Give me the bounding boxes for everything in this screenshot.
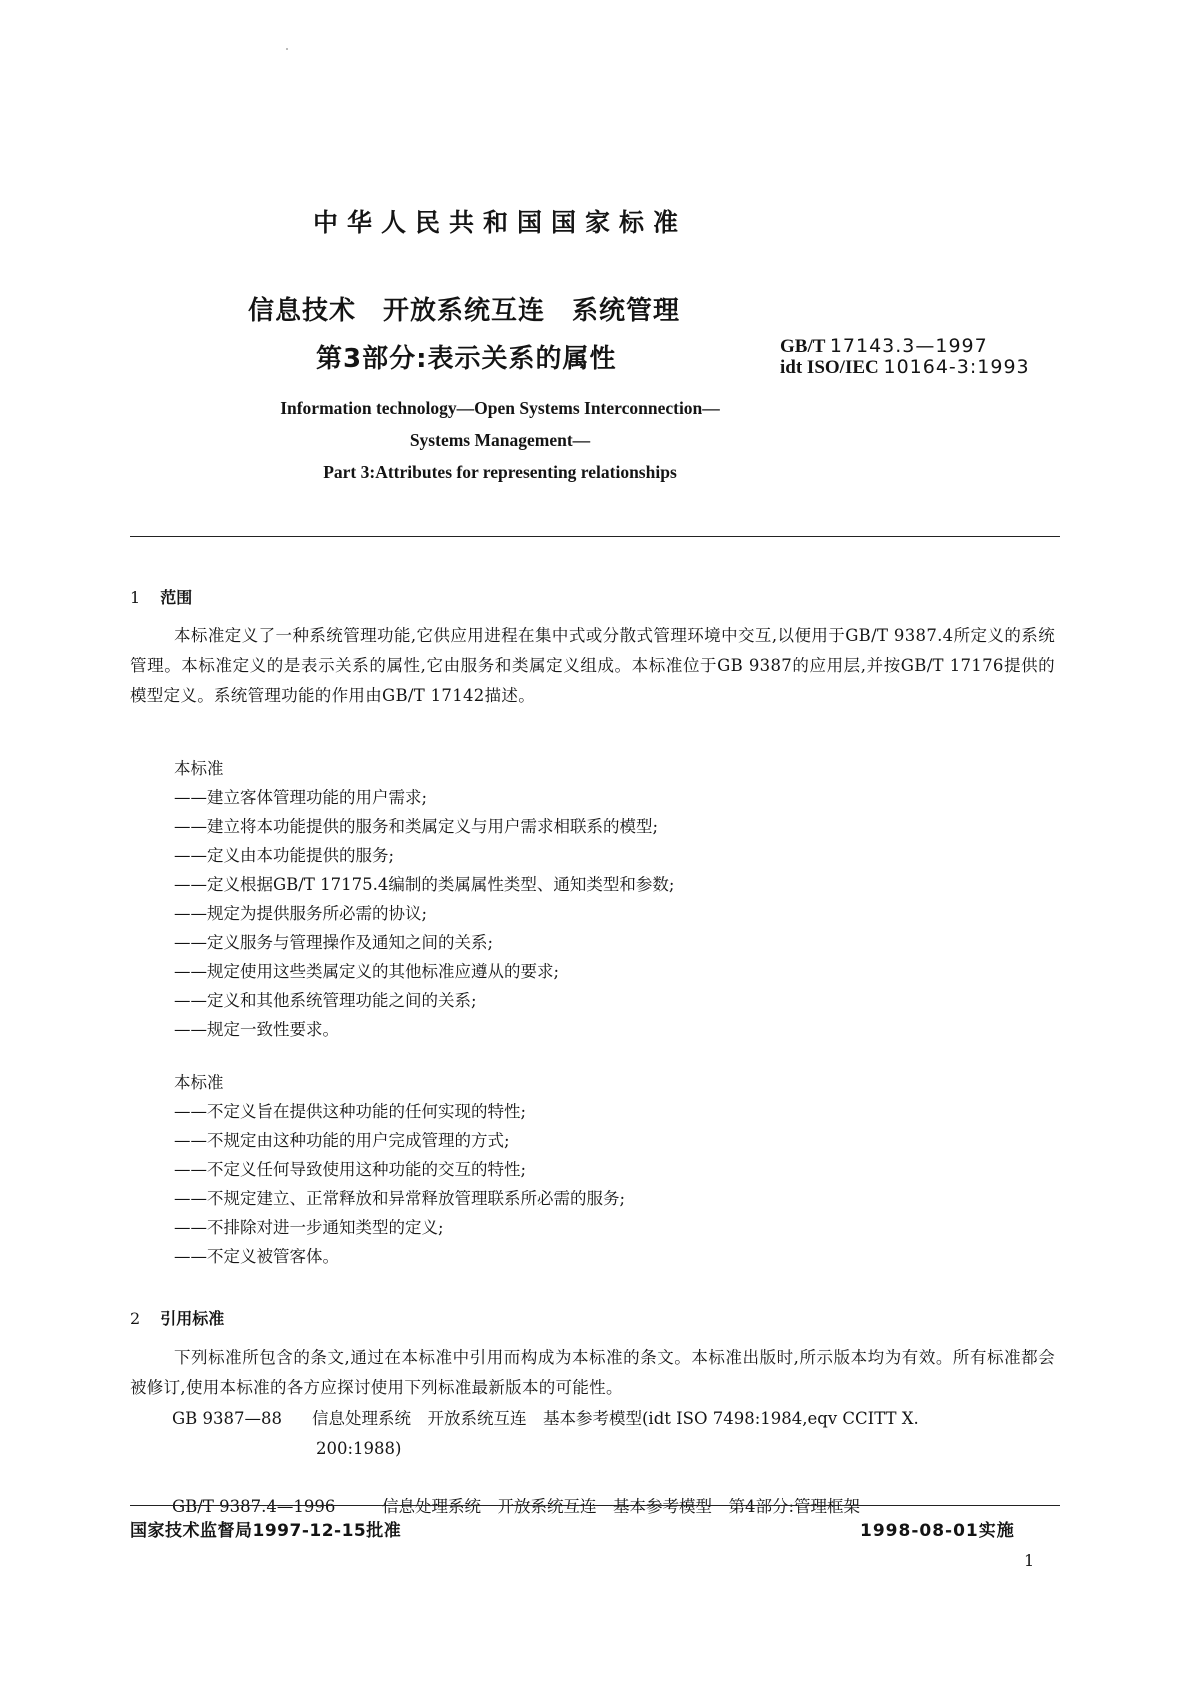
list-item: ——规定为提供服务所必需的协议; — [174, 904, 428, 923]
standard-number-block — [780, 336, 1030, 378]
list-intro: 本标准 — [174, 1073, 224, 1092]
footer-divider — [130, 1505, 1060, 1506]
reference-continuation: 200:1988) — [316, 1439, 402, 1458]
idt-line — [780, 357, 1030, 378]
list-item: ——不定义任何导致使用这种功能的交互的特性; — [174, 1160, 527, 1179]
section-heading — [130, 1306, 224, 1329]
section-title: 引用标准 — [160, 1309, 225, 1328]
list-item: ——不定义被管客体。 — [174, 1247, 339, 1266]
list-intro: 本标准 — [174, 759, 224, 778]
english-title-line2: Systems Management— — [409, 430, 591, 450]
reference-code: GB 9387—88 — [172, 1409, 283, 1428]
scan-speck — [286, 48, 288, 50]
reference-title: 信息处理系统 开放系统互连 基本参考模型(idt ISO 7498:1984,eqv CCITT X. — [312, 1409, 919, 1428]
page-number: 1 — [1024, 1551, 1035, 1570]
list-item: ——建立将本功能提供的服务和类属定义与用户需求相联系的模型; — [174, 817, 659, 836]
idt-number: 10164-3:1993 — [883, 356, 1030, 378]
chinese-title-line1: 信息技术 开放系统互连 系统管理 — [248, 296, 681, 326]
standard-number: 17143.3—1997 — [829, 335, 988, 357]
list-item: ——规定一致性要求。 — [174, 1020, 339, 1039]
scope-list-excludes — [174, 1068, 625, 1271]
english-title-line1: Information technology—Open Systems Interconnection— — [280, 398, 720, 418]
national-standard-label: 中华人民共和国国家标准 — [312, 208, 687, 237]
chinese-title-line2: 第3部分:表示关系的属性 — [316, 344, 617, 374]
list-item: ——定义由本功能提供的服务; — [174, 846, 395, 865]
standard-number-prefix: GB/T — [780, 336, 826, 357]
scope-list-defines — [174, 754, 674, 1044]
reference-entry — [172, 1404, 919, 1434]
list-item: ——定义服务与管理操作及通知之间的关系; — [174, 933, 494, 952]
section-number: 2 — [130, 1309, 141, 1328]
idt-prefix: idt ISO/IEC — [780, 357, 879, 378]
section-number: 1 — [130, 588, 141, 607]
list-item: ——不定义旨在提供这种功能的任何实现的特性; — [174, 1102, 527, 1121]
section-heading — [130, 585, 192, 608]
list-item: ——建立客体管理功能的用户需求; — [174, 788, 428, 807]
implementation-line: 1998-08-01实施 — [860, 1521, 1015, 1541]
standard-number-line — [780, 336, 1030, 357]
list-item: ——不排除对进一步通知类型的定义; — [174, 1218, 444, 1237]
list-item: ——不规定由这种功能的用户完成管理的方式; — [174, 1131, 510, 1150]
list-item: ——规定使用这些类属定义的其他标准应遵从的要求; — [174, 962, 560, 981]
references-paragraph: 下列标准所包含的条文,通过在本标准中引用而构成为本标准的条文。本标准出版时,所示版本均为有效。所有标准都会被修订,使用本标准的各方应探讨使用下列标准最新版本的可能性。 — [130, 1348, 1055, 1397]
list-item: ——定义和其他系统管理功能之间的关系; — [174, 991, 477, 1010]
scope-paragraph: 本标准定义了一种系统管理功能,它供应用进程在集中式或分散式管理环境中交互,以便用于GB/T 9387.4所定义的系统管理。本标准定义的是表示关系的属性,它由服务和类属定义组成。本标准位于GB 9387的应用层,并按GB/T 17176提供的模型定义。系统管理功能的作用由GB/T 17142描述。 — [130, 626, 1055, 705]
reference-code: GB/T 9387.4—1996 — [172, 1497, 336, 1516]
reference-title: 信息处理系统 开放系统互连 基本参考模型 第4部分:管理框架 — [382, 1497, 861, 1516]
approval-line: 国家技术监督局1997-12-15批准 — [130, 1521, 402, 1541]
list-item: ——定义根据GB/T 17175.4编制的类属属性类型、通知类型和参数; — [174, 875, 675, 894]
list-item: ——不规定建立、正常释放和异常释放管理联系所必需的服务; — [174, 1189, 626, 1208]
english-title-line3: Part 3:Attributes for representing relationships — [323, 462, 677, 482]
header-divider — [130, 536, 1060, 537]
section-title: 范围 — [160, 588, 193, 607]
